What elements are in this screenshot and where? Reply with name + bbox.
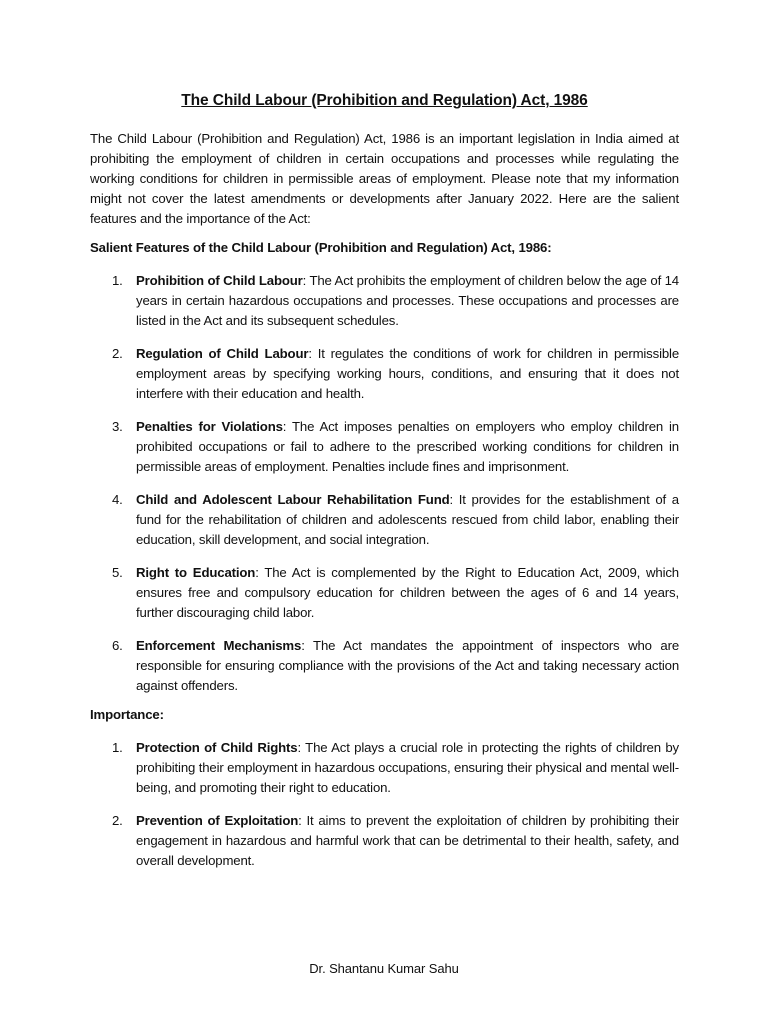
list-item-text: : The Act plays a crucial role in protecting the rights of children by prohibiting their employment in hazardous occupations, ensuring their physical and mental well-being, and promoting their right to education. — [136, 740, 679, 795]
list-item-number: 2. — [112, 813, 123, 828]
features-heading: Salient Features of the Child Labour (Prohibition and Regulation) Act, 1986: — [90, 240, 552, 255]
intro-paragraph: The Child Labour (Prohibition and Regulation) Act, 1986 is an important legislation in India aimed at prohibiting the employment of children in certain occupations and processes while regulating the working conditions for children in permissible areas of employment. Please note that my information might not cover the latest amendments or developments after January 2022. Here are the salient features and the importance of the Act: — [90, 131, 679, 226]
list-item-number: 1. — [112, 273, 123, 288]
list-item-text: : The Act imposes penalties on employers who employ children in prohibited occupations or fail to adhere to the prescribed working conditions for children in permissible areas of employment. Penalties include fines and imprisonment. — [136, 419, 679, 474]
list-item-number: 4. — [112, 492, 123, 507]
list-item-term: Child and Adolescent Labour Rehabilitation Fund — [136, 492, 450, 507]
list-item-text: : It regulates the conditions of work for children in permissible employment areas by specifying working hours, conditions, and ensuring that it does not interfere with their education and health. — [136, 346, 679, 401]
list-item-term: Penalties for Violations — [136, 419, 283, 434]
list-item-text: : It provides for the establishment of a fund for the rehabilitation of children and adolescents rescued from child labor, enabling their education, skill development, and social integration. — [136, 492, 679, 547]
document-title: The Child Labour (Prohibition and Regulation) Act, 1986 — [181, 92, 588, 109]
importance-list — [90, 738, 679, 871]
list-item-term: Right to Education — [136, 565, 256, 580]
list-item-number: 3. — [112, 419, 123, 434]
list-item-text: : The Act is complemented by the Right to Education Act, 2009, which ensures free and compulsory education for children between the ages of 6 and 14 years, further discouraging child labor. — [136, 565, 679, 620]
list-item — [90, 636, 679, 696]
list-item — [90, 563, 679, 623]
list-item-number: 5. — [112, 565, 123, 580]
list-item — [90, 344, 679, 404]
list-item — [90, 811, 679, 871]
list-item-term: Prohibition of Child Labour — [136, 273, 303, 288]
list-item-term: Enforcement Mechanisms — [136, 638, 302, 653]
list-item-term: Regulation of Child Labour — [136, 346, 309, 361]
importance-heading: Importance: — [90, 707, 164, 722]
list-item-text: : It aims to prevent the exploitation of children by prohibiting their engagement in hazardous and harmful work that can be detrimental to their health, safety, and overall development. — [136, 813, 679, 868]
footer-author: Dr. Shantanu Kumar Sahu — [309, 961, 459, 976]
list-item — [90, 417, 679, 477]
list-item — [90, 271, 679, 331]
list-item — [90, 490, 679, 550]
features-list — [90, 271, 679, 696]
list-item-number: 6. — [112, 638, 123, 653]
list-item-number: 1. — [112, 740, 123, 755]
list-item-term: Protection of Child Rights — [136, 740, 298, 755]
list-item-text: : The Act prohibits the employment of children below the age of 14 years in certain hazardous occupations and processes. These occupations and processes are listed in the Act and its subsequent schedules. — [136, 273, 679, 328]
list-item-term: Prevention of Exploitation — [136, 813, 299, 828]
list-item — [90, 738, 679, 798]
list-item-number: 2. — [112, 346, 123, 361]
list-item-text: : The Act mandates the appointment of inspectors who are responsible for ensuring compliance with the provisions of the Act and taking necessary action against offenders. — [136, 638, 679, 693]
